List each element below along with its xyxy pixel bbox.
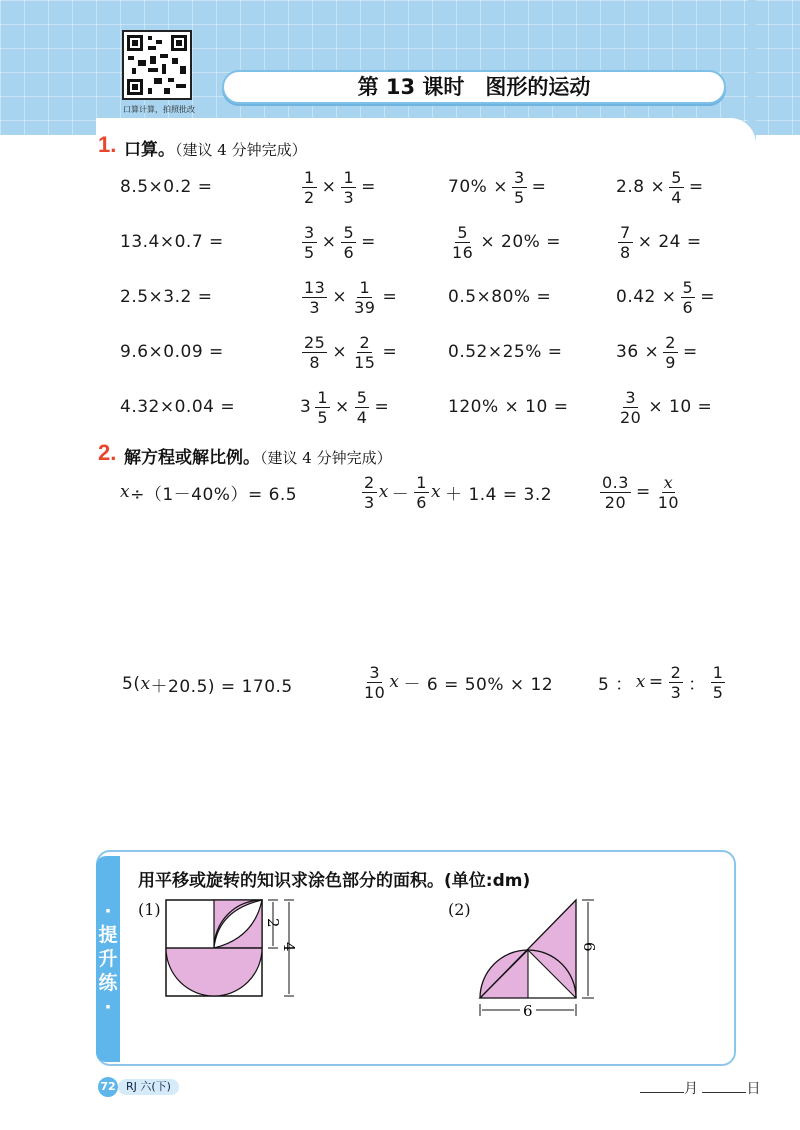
section1-title-text: 口算。 [124, 140, 175, 160]
oral-item-b2 [300, 218, 376, 266]
eq6-var: x [635, 672, 646, 692]
oral-frac1-den: 8 [620, 242, 631, 262]
oral-tail: = [361, 177, 376, 197]
oral-item-d4 [616, 328, 698, 376]
eq6-frac1-den: 3 [670, 682, 682, 702]
oral-item-c2 [448, 218, 561, 266]
oral-frac1 [681, 278, 696, 317]
oral-operator: × [321, 177, 337, 197]
oral-tail: × 10 = [648, 397, 713, 417]
eq3-frac1-den: 20 [604, 492, 627, 512]
equation-3 [598, 468, 683, 516]
oral-frac1-den: 6 [682, 297, 694, 317]
oral-text: 8.5×0.2 = [120, 177, 213, 197]
oral-frac1 [618, 223, 633, 262]
oral-tail: = [361, 232, 376, 252]
eq6-frac1 [669, 663, 684, 702]
oral-frac1-den: 4 [671, 187, 682, 207]
eq5-var: x [389, 672, 400, 692]
fig2-dim-base: 6 [523, 1002, 533, 1020]
tab-char-1: 提 [98, 924, 118, 946]
oral-tail: = [700, 287, 715, 307]
oral-item-a4 [120, 328, 224, 376]
oral-frac2 [352, 278, 377, 317]
tab-char-2: 升 [98, 948, 118, 970]
oral-text: 13.4×0.7 = [120, 232, 224, 252]
oral-frac2-num: 5 [356, 387, 368, 407]
oral-prefix: 36 × [616, 342, 660, 362]
oral-frac2-den: 6 [343, 242, 355, 262]
figure1-label: (1) [138, 900, 161, 919]
oral-frac1-num: 3 [513, 167, 525, 187]
eq3-frac2 [656, 473, 681, 512]
eq1-rest: ÷（1－40%）= 6.5 [130, 484, 298, 505]
eq2-minus: － [391, 484, 410, 505]
oral-frac1-den: 2 [304, 187, 315, 207]
book-label: RJ 六(下) [118, 1079, 179, 1095]
date-fields [640, 1078, 760, 1098]
figure2-diagram [472, 894, 612, 1024]
eq5-frac [362, 663, 387, 702]
eq6-frac2 [711, 663, 726, 702]
oral-item-d3 [616, 273, 715, 321]
oral-frac2-num: 5 [343, 222, 355, 242]
oral-frac2-num: 1 [359, 277, 371, 297]
oral-frac1-den: 16 [452, 242, 474, 262]
oral-item-d1 [616, 163, 704, 211]
oral-tail: = [374, 397, 390, 417]
oral-frac1-den: 5 [317, 407, 329, 427]
eq6-frac2-den: 5 [712, 682, 724, 702]
oral-frac1-num: 2 [665, 332, 676, 352]
section2-number: 2. [98, 440, 117, 465]
oral-tail: = [688, 177, 704, 197]
oral-frac1-num: 5 [671, 167, 682, 187]
oral-text: 9.6×0.09 = [120, 342, 224, 362]
oral-item-b1 [300, 163, 376, 211]
lesson-title: 第 13 课时 图形的运动 [222, 70, 726, 104]
oral-item-a2 [120, 218, 224, 266]
oral-frac1-den: 9 [665, 352, 676, 372]
oral-frac1-den: 5 [513, 187, 525, 207]
oral-frac1-num: 1 [304, 167, 315, 187]
oral-frac1 [450, 223, 475, 262]
eq2-tail: ＋ 1.4 = 3.2 [445, 484, 553, 505]
section2-title-text: 解方程或解比例。 [124, 448, 260, 468]
oral-frac1 [302, 278, 327, 317]
qr-caption: 口算计算，拍照批改 [123, 105, 195, 114]
oral-item-b3 [300, 273, 397, 321]
oral-item-c5 [448, 383, 568, 431]
oral-operator: × [332, 287, 348, 307]
eq6-equals: = [648, 672, 664, 692]
oral-frac1 [302, 168, 317, 207]
oral-frac2 [352, 333, 377, 372]
section1-title [124, 135, 307, 160]
equation-4 [122, 670, 293, 698]
oral-frac1-num: 13 [304, 277, 326, 297]
oral-operator: × [321, 232, 337, 252]
oral-text: 4.32×0.04 = [120, 397, 236, 417]
eq6-frac1-num: 2 [670, 662, 682, 682]
oral-tail: × 20% = [480, 232, 561, 252]
oral-tail: = [682, 342, 698, 362]
oral-prefix: 2.8 × [616, 177, 666, 197]
oral-tail: = [531, 177, 547, 197]
section1-number: 1. [98, 132, 117, 157]
extension-tab [96, 856, 120, 1062]
oral-item-a5 [120, 383, 235, 431]
day-blank[interactable] [702, 1080, 746, 1093]
eq2-var1: x [378, 482, 389, 502]
month-blank[interactable] [640, 1080, 684, 1093]
eq2-var2: x [430, 482, 442, 502]
day-label: 日 [746, 1081, 761, 1097]
eq3-frac1 [600, 473, 631, 512]
figure2-label: (2) [448, 900, 471, 919]
eq2-frac2 [414, 473, 429, 512]
tab-dot-bottom: · [104, 996, 112, 1018]
oral-item-c3 [448, 273, 551, 321]
oral-tail: = [382, 342, 398, 362]
eq6-frac2-num: 1 [712, 662, 724, 682]
oral-frac1-num: 7 [620, 222, 631, 242]
oral-frac2 [341, 223, 356, 262]
oral-frac1 [512, 168, 527, 207]
section2-note: （建议 4 分钟完成） [260, 449, 392, 467]
oral-prefix: 3 [300, 397, 312, 417]
eq3-equals: = [635, 482, 651, 502]
eq3-frac2-num: x [663, 472, 674, 492]
eq2-frac1-num: 2 [364, 472, 375, 492]
oral-frac2-num: 1 [343, 167, 355, 187]
extension-title: 用平移或旋转的知识求涂色部分的面积。(单位:dm) [138, 871, 531, 891]
oral-frac1 [669, 168, 684, 207]
oral-item-c1 [448, 163, 546, 211]
oral-frac1-num: 25 [304, 332, 326, 352]
oral-frac1 [302, 333, 327, 372]
oral-frac1-num: 3 [625, 387, 637, 407]
equation-1 [120, 478, 297, 506]
oral-tail: = [382, 287, 398, 307]
oral-text: 0.52×25% = [448, 342, 563, 362]
page-number: 72 [98, 1077, 118, 1097]
oral-frac1 [302, 223, 317, 262]
oral-text: 2.5×3.2 = [120, 287, 213, 307]
oral-item-d2 [616, 218, 702, 266]
oral-frac1-num: 1 [317, 387, 329, 407]
eq2-frac1 [362, 473, 377, 512]
eq3-frac2-den: 10 [657, 492, 680, 512]
oral-frac1 [315, 388, 330, 427]
oral-frac1-den: 3 [309, 297, 321, 317]
fig1-dim-small: 2 [264, 918, 282, 928]
tab-dot-top: · [104, 900, 112, 922]
oral-prefix: 0.42 × [616, 287, 677, 307]
equation-6 [598, 658, 727, 706]
oral-frac1-den: 5 [304, 242, 315, 262]
oral-item-b5 [300, 383, 389, 431]
equation-2 [360, 468, 552, 516]
section1-note: （建议 4 分钟完成） [175, 141, 307, 159]
eq4-tail: ＋20.5) = 170.5 [150, 676, 293, 697]
oral-frac1 [618, 388, 643, 427]
oral-frac1-num: 5 [682, 277, 694, 297]
figure1-diagram [160, 894, 310, 1004]
eq6-pre: 5 ： [598, 674, 633, 695]
oral-operator: × [335, 397, 350, 417]
month-label: 月 [684, 1081, 698, 1097]
oral-frac2-den: 15 [354, 352, 376, 372]
eq5-tail: － 6 = 50% × 12 [403, 674, 554, 695]
fig2-dim-height: 6 [580, 942, 598, 952]
oral-frac2 [355, 388, 370, 427]
eq2-frac2-num: 1 [416, 472, 427, 492]
fig1-dim-large: 4 [280, 942, 298, 952]
oral-frac1-num: 5 [457, 222, 469, 242]
oral-prefix: 70% × [448, 177, 508, 197]
oral-item-c4 [448, 328, 563, 376]
eq4-var: x [140, 674, 151, 694]
fig2-triangle-shaded [528, 900, 576, 998]
oral-frac1-den: 20 [620, 407, 642, 427]
oral-frac1-num: 3 [304, 222, 315, 242]
oral-frac1 [663, 333, 678, 372]
oral-frac2 [341, 168, 356, 207]
qr-code-icon[interactable] [122, 30, 192, 100]
oral-frac1-den: 8 [309, 352, 321, 372]
section2-title [124, 443, 392, 468]
oral-operator: × [332, 342, 348, 362]
equation-5 [360, 658, 553, 706]
eq4-pre: 5( [122, 674, 141, 694]
eq3-frac1-num: 0.3 [602, 472, 629, 492]
eq1-var: x [120, 482, 131, 502]
oral-item-b4 [300, 328, 397, 376]
tab-char-3: 练 [98, 972, 118, 994]
oral-tail: × 24 = [637, 232, 702, 252]
eq2-frac2-den: 6 [416, 492, 427, 512]
oral-item-a3 [120, 273, 212, 321]
eq5-frac-num: 3 [369, 662, 381, 682]
eq5-frac-den: 10 [364, 682, 386, 702]
oral-text: 0.5×80% = [448, 287, 552, 307]
oral-item-d5 [616, 383, 712, 431]
oral-text: 120% × 10 = [448, 397, 569, 417]
eq6-colon: ： [688, 674, 706, 695]
eq2-frac1-den: 3 [364, 492, 375, 512]
oral-frac2-den: 39 [354, 297, 376, 317]
oral-frac2-den: 4 [356, 407, 368, 427]
oral-item-a1 [120, 163, 212, 211]
oral-frac2-den: 3 [343, 187, 355, 207]
oral-frac2-num: 2 [359, 332, 371, 352]
